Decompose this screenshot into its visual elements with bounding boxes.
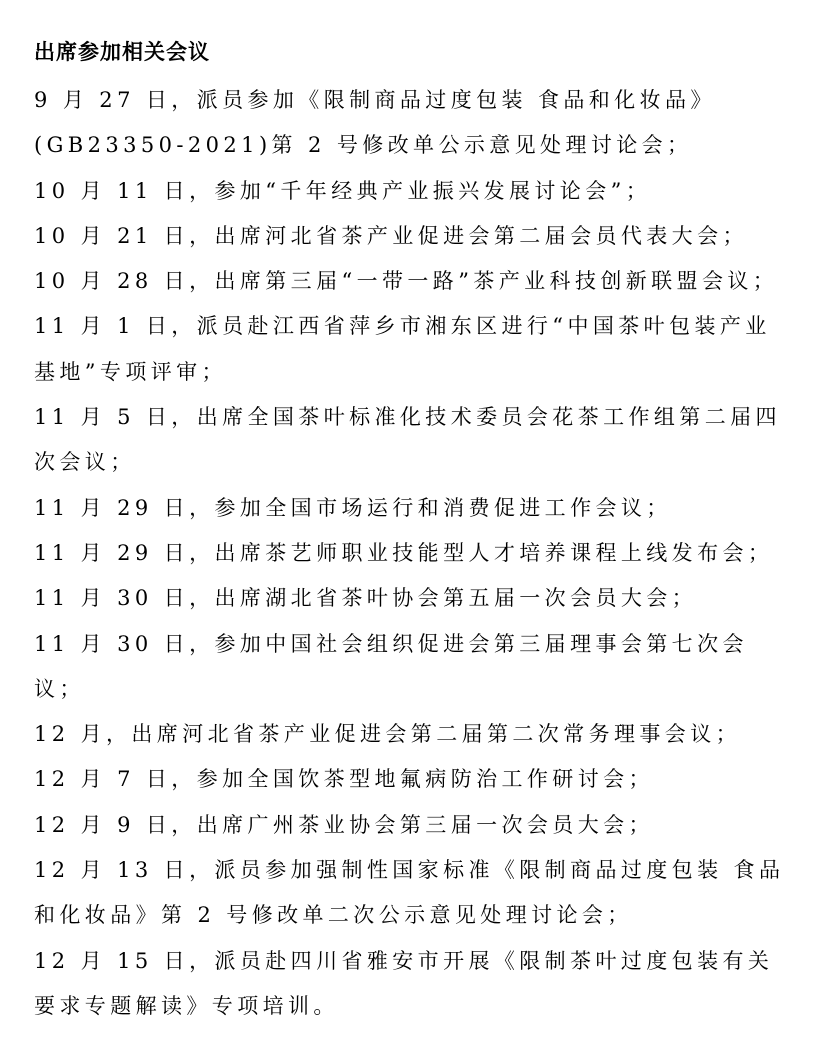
meeting-item: 12 月 15 日，派员赴四川省雅安市开展《限制茶叶过度包装有关要求专题解读》专项培训。 bbox=[34, 948, 774, 1018]
meeting-list bbox=[34, 78, 789, 1029]
meeting-item: 12 月 9 日，出席广州茶业协会第三届一次会员大会； bbox=[34, 812, 654, 837]
meeting-item: 10 月 11 日，参加“千年经典产业振兴发展讨论会”； bbox=[34, 178, 652, 203]
meeting-item: 11 月 29 日，参加全国市场运行和消费促进工作会议； bbox=[34, 495, 672, 520]
meeting-item: 10 月 28 日，出席第三届“一带一路”茶产业科技创新联盟会议； bbox=[34, 269, 779, 294]
section-heading: 出席参加相关会议 bbox=[34, 40, 210, 64]
meeting-item: 12 月，出席河北省茶产业促进会第二届第二次常务理事会议； bbox=[34, 722, 741, 747]
meeting-item: 10 月 21 日，出席河北省茶产业促进会第二届会员代表大会； bbox=[34, 223, 748, 248]
meeting-item: 12 月 7 日，参加全国饮茶型地氟病防治工作研讨会； bbox=[34, 767, 654, 792]
meeting-item: 9 月 27 日，派员参加《限制商品过度包装 食品和化妆品》(GB23350-2021)第 2 号修改单公示意见处理讨论会； bbox=[34, 88, 716, 158]
meeting-item: 11 月 29 日，出席茶艺师职业技能型人才培养课程上线发布会； bbox=[34, 540, 774, 565]
meeting-item: 11 月 1 日，派员赴江西省萍乡市湘东区进行“中国茶叶包装产业基地”专项评审； bbox=[34, 314, 771, 384]
meeting-item: 11 月 5 日，出席全国茶叶标准化技术委员会花茶工作组第二届四次会议； bbox=[34, 405, 781, 475]
meeting-item: 11 月 30 日，出席湖北省茶叶协会第五届一次会员大会； bbox=[34, 586, 698, 611]
meeting-item: 12 月 13 日，派员参加强制性国家标准《限制商品过度包装 食品和化妆品》第 2 号修改单二次公示意见处理讨论会； bbox=[34, 858, 785, 928]
meeting-item: 11 月 30 日，参加中国社会组织促进会第三届理事会第七次会议； bbox=[34, 631, 748, 701]
